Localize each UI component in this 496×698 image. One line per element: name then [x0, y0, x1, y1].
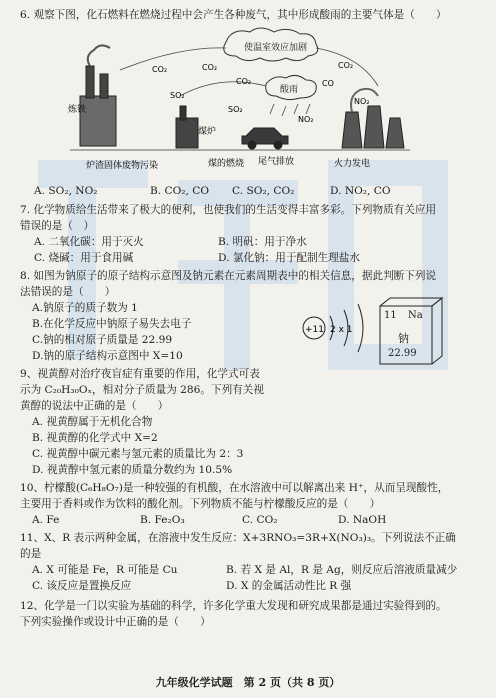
q6-option-d: D. NO₂, CO	[330, 185, 391, 197]
shell-arc-3	[358, 304, 363, 352]
label-no2-a: NO₂	[298, 115, 314, 124]
q9-option-c: C. 视黄醇中碳元素与氢元素的质量比为 2：3	[32, 448, 244, 460]
label-co2-d: CO₂	[338, 61, 354, 70]
label-so2-a: SO₂	[170, 91, 185, 100]
acid-rain-label: 酸雨	[280, 85, 299, 95]
coal-stove-icon	[176, 106, 198, 148]
element-symbol: Na	[408, 310, 423, 321]
exhaust-label: 尾气排放	[258, 157, 295, 167]
q6-option-b: B. CO₂, CO	[150, 185, 210, 197]
q6-option-a: A. SO₂, NO₂	[34, 185, 98, 197]
q7-option-b: B. 明矾：用于净水	[218, 236, 307, 248]
q11-option-a: A. X 可能是 Fe，R 可能是 Cu	[32, 564, 178, 576]
label-co2-a: CO₂	[152, 65, 168, 74]
greenhouse-label: 使温室效应加剧	[244, 43, 308, 53]
q10-option-c: C. CO₂	[242, 514, 278, 526]
label-co2-c: CO₂	[236, 77, 252, 86]
q9-stem-line2: 示为 C₂₀H₃₀Oₓ，相对分子质量为 286。下列有关视	[20, 384, 264, 396]
q8-stem-line1: 8. 如图为钠原子的原子结构示意图及钠元素在元素周期表中的相关信息，据此判断下列说	[20, 270, 437, 282]
q6-option-c: C. SO₂, CO₂	[232, 185, 295, 197]
q9-option-b: B. 视黄醇的化学式中 X=2	[32, 432, 158, 444]
q10-option-b: B. Fe₂O₃	[140, 514, 185, 526]
q7-option-a: A. 二氧化碳：用于灭火	[34, 236, 144, 248]
atomic-number: 11	[384, 310, 397, 321]
q8-option-c: C.钠的相对原子质量是 22.99	[32, 334, 173, 346]
q10-option-a: A. Fe	[32, 514, 60, 526]
q8-option-b: B.在化学反应中钠原子易失去电子	[32, 318, 192, 330]
q6-pollution-figure	[60, 26, 420, 176]
q7-stem-line1: 7. 化学物质给生活带来了极大的便利，也使我们的生活变得丰富多彩。下列物质有关应用	[20, 204, 437, 216]
q8-stem-line2: 法错误的是（ ）	[20, 286, 116, 298]
element-name: 钠	[398, 332, 409, 345]
q8-option-d: D.钠的原子结构示意图中 X=10	[32, 350, 183, 362]
flow-arrow-center	[180, 82, 266, 96]
shell-electrons: 2 x 1	[330, 325, 353, 335]
label-co2-b: CO₂	[202, 63, 218, 72]
q7-stem-line2: 错误的是（ ）	[20, 220, 95, 232]
q8-option-a: A.钠原子的质子数为 1	[32, 302, 138, 314]
thermal-power-plant-icon	[342, 89, 404, 148]
q11-option-d: D. X 的金属活动性比 R 强	[226, 580, 352, 592]
coal-stove-label: 煤炉	[198, 127, 217, 137]
q9-option-a: A. 视黄醇属于无机化合物	[32, 416, 153, 428]
furnace-dust-label: 炉渣固体废物污染	[86, 161, 159, 171]
q11-stem-line2: 的是	[20, 548, 42, 560]
q11-option-c: C. 该反应是置换反应	[32, 580, 132, 592]
ironmaking-label: 炼铁	[68, 105, 87, 115]
q10-stem-line1: 10、柠檬酸(C₆H₈O₇)是一种较强的有机酸，在水溶液中可以解离出来 H⁺，从而呈现酸性，	[20, 482, 449, 494]
thermal-power-label: 火力发电	[334, 159, 371, 169]
q12-stem-line2: 下列实验操作或设计中正确的是（ ）	[20, 616, 211, 628]
page-footer: 九年级化学试题 第 2 页（共 8 页）	[155, 676, 341, 689]
sodium-element-cell	[378, 296, 448, 368]
q7-option-c: C. 烧碱：用于食用碱	[34, 252, 134, 264]
label-co-a: CO	[322, 79, 334, 88]
q6-stem: 6. 观察下图，化石燃料在燃烧过程中会产生各种废气，其中形成酸雨的主要气体是（ ）	[20, 9, 447, 21]
coal-burning-label: 煤的燃烧	[208, 159, 245, 169]
q10-stem-line2: 主要用于香料或作为饮料的酸化剂。下列物质不能与柠檬酸反应的是（ ）	[20, 498, 381, 510]
car-icon	[242, 128, 288, 149]
q9-option-d: D. 视黄醇中氢元素的质量分数约为 10.5%	[32, 464, 233, 476]
nucleus-charge: +11	[305, 325, 324, 335]
q9-stem-line3: 黄醇的说法中正确的是（ ）	[20, 400, 169, 412]
ironmaking-factory-icon	[80, 45, 116, 146]
q7-option-d: D. 氯化钠：用于配制生理盐水	[218, 252, 360, 264]
q11-option-b: B. 若 X 是 Al，R 是 Ag，则反应后溶液质量减少	[226, 564, 458, 576]
label-so2-b: SO₂	[228, 105, 243, 114]
atomic-mass: 22.99	[388, 348, 417, 359]
sodium-atom-diagram	[300, 296, 372, 360]
q12-stem-line1: 12、化学是一门以实验为基础的科学，许多化学重大发现和研究成果都是通过实验得到的。	[20, 600, 447, 612]
q9-stem-line1: 9、视黄醇对治疗夜盲症有重要的作用，化学式可表	[20, 368, 260, 380]
q10-option-d: D. NaOH	[338, 514, 387, 526]
label-no2-b: NO₂	[354, 97, 370, 106]
q11-stem-line1: 11、X、R 表示两种金属，在溶液中发生反应：X+3RNO₃=3R+X(NO₃)₃。下列说法不正确	[20, 532, 456, 544]
